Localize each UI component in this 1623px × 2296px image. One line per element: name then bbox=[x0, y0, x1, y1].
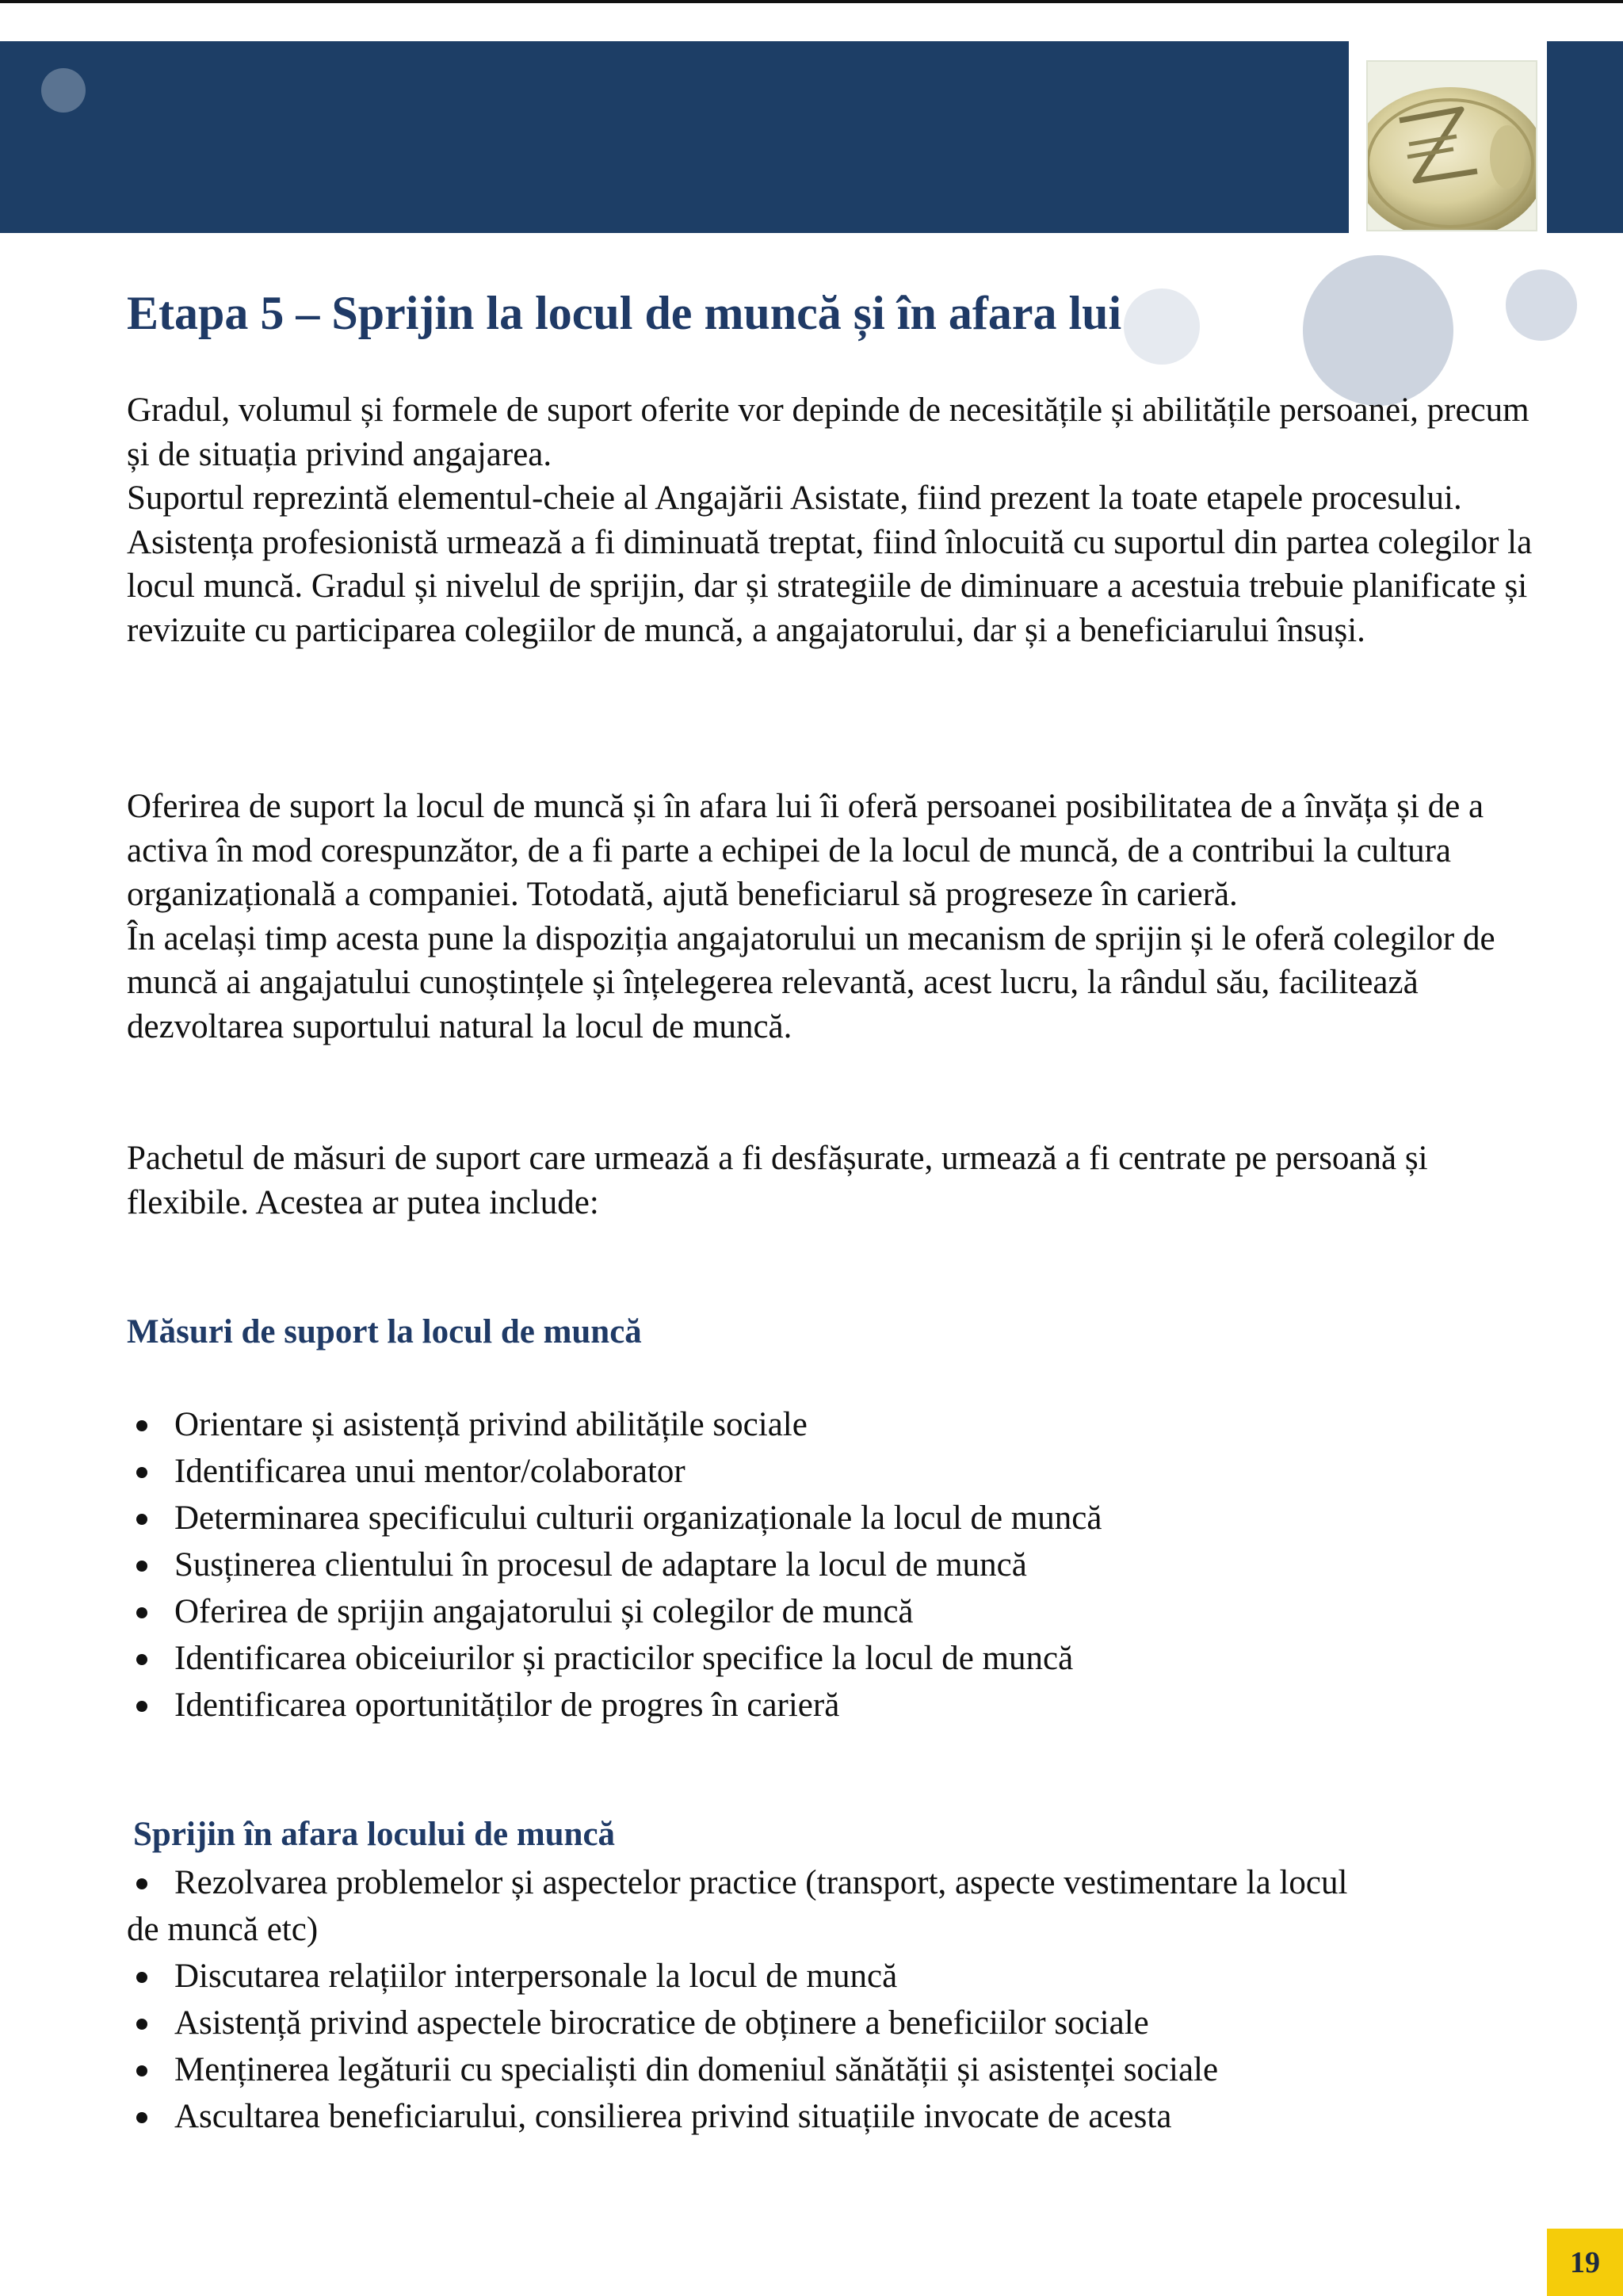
package-paragraph bbox=[127, 1137, 1553, 1224]
page-number: 19 bbox=[1547, 2229, 1623, 2296]
bullet-icon bbox=[136, 2019, 147, 2030]
paragraph: Pachetul de măsuri de suport care urmează a fi desfășurate, urmează a fi centrate pe persoană și flexibile. Acestea ar putea include: bbox=[127, 1140, 1428, 1221]
bullet-icon bbox=[136, 1607, 147, 1618]
outside-support-heading: Sprijin în afara locului de muncă bbox=[133, 1816, 616, 1853]
euro-coin-icon bbox=[1368, 62, 1536, 230]
list-item-text: Asistență privind aspectele birocratice de obținere a beneficiilor sociale bbox=[174, 2004, 1149, 2042]
header-banner-right bbox=[1547, 41, 1623, 233]
intro-paragraphs bbox=[127, 388, 1553, 652]
bullet-icon bbox=[136, 1514, 147, 1525]
euro-coin-photo bbox=[1366, 60, 1537, 231]
paragraph: Asistența profesionistă urmează a fi diminuată treptat, fiind înlocuită cu suportul din partea colegilor la locul muncă. Gradul și nivelul de sprijin, dar și strategiile de diminuare a acestuia trebuie planificate și revizuite cu participarea colegiilor de muncă, a angajatorului, dar și a beneficiarului însuși. bbox=[127, 523, 1533, 649]
list-item-text: Identificarea oportunităților de progres în carieră bbox=[174, 1687, 840, 1724]
list-item bbox=[127, 2000, 1553, 2046]
list-item-text: Menținerea legăturii cu specialiști din domeniul sănătății și asistenței sociale bbox=[174, 2051, 1219, 2088]
paragraph: Oferirea de suport la locul de muncă și în afara lui îi oferă persoanei posibilitatea de a învăța și de a activa în mod corespunzător, de a fi parte a echipei de la locul de muncă, de a contribui la cultura organizațională a companiei. Totodată, ajută beneficiarul să progreseze în carieră. bbox=[127, 788, 1484, 913]
header-banner bbox=[0, 41, 1349, 233]
list-item bbox=[127, 2046, 1553, 2093]
workplace-support-list bbox=[127, 1401, 1102, 1729]
bullet-icon bbox=[136, 2065, 147, 2076]
bullet-icon bbox=[136, 1972, 147, 1983]
list-item bbox=[127, 1495, 1102, 1541]
decorative-circle-small bbox=[1506, 269, 1577, 341]
list-item-text: Discutarea relațiilor interpersonale la locul de muncă bbox=[174, 1958, 898, 1995]
header-dot-decoration bbox=[41, 68, 86, 113]
top-rule bbox=[0, 0, 1623, 3]
list-item bbox=[127, 1635, 1102, 1682]
paragraph: Suportul reprezintă elementul-cheie al Angajării Asistate, fiind prezent la toate etapele procesului. bbox=[127, 479, 1462, 517]
list-item-text: Susținerea clientului în procesul de adaptare la locul de muncă bbox=[174, 1546, 1027, 1584]
list-item-text: Determinarea specificului culturii organizaționale la locul de muncă bbox=[174, 1499, 1102, 1537]
bullet-icon bbox=[136, 1878, 147, 1889]
page-title: Etapa 5 – Sprijin la locul de muncă și în afara lui bbox=[127, 287, 1122, 339]
list-item bbox=[127, 2093, 1553, 2140]
bullet-icon bbox=[136, 2112, 147, 2123]
bullet-icon bbox=[136, 1654, 147, 1665]
bullet-icon bbox=[136, 1701, 147, 1712]
list-item-text-continued: de muncă etc) bbox=[127, 1911, 319, 1948]
list-item bbox=[127, 1448, 1102, 1495]
list-item bbox=[127, 1682, 1102, 1729]
benefit-paragraphs bbox=[127, 785, 1553, 1049]
decorative-circle-large bbox=[1303, 255, 1453, 406]
list-item bbox=[127, 1401, 1102, 1448]
list-item-text: Rezolvarea problemelor și aspectelor practice (transport, aspecte vestimentare la locul bbox=[174, 1864, 1348, 1901]
list-item-text: Ascultarea beneficiarului, consilierea privind situațiile invocate de acesta bbox=[174, 2098, 1172, 2135]
bullet-icon bbox=[136, 1420, 147, 1431]
paragraph: Gradul, volumul și formele de suport oferite vor depinde de necesitățile și abilitățile persoanei, precum și de situația privind angajarea. bbox=[127, 392, 1529, 473]
list-item-text: Oferirea de sprijin angajatorului și colegilor de muncă bbox=[174, 1593, 914, 1630]
list-item bbox=[127, 1953, 1553, 2000]
bullet-icon bbox=[136, 1467, 147, 1478]
list-item bbox=[127, 1588, 1102, 1635]
bullet-icon bbox=[136, 1561, 147, 1572]
decorative-circle-faint bbox=[1124, 288, 1200, 365]
list-item-text: Orientare și asistență privind abilitățile sociale bbox=[174, 1406, 808, 1443]
outside-support-list bbox=[127, 1859, 1553, 2140]
list-item bbox=[127, 1859, 1553, 1953]
list-item-text: Identificarea obiceiurilor și practicilor specifice la locul de muncă bbox=[174, 1640, 1074, 1677]
list-item-text: Identificarea unui mentor/colaborator bbox=[174, 1453, 685, 1490]
paragraph: În același timp acesta pune la dispoziția angajatorului un mecanism de sprijin și le oferă colegilor de muncă ai angajatului cunoștințele și înțelegerea relevantă, acest lucru, la rândul său, facilitează dezvoltarea suportului natural la locul de muncă. bbox=[127, 919, 1495, 1045]
list-item bbox=[127, 1541, 1102, 1588]
workplace-support-heading: Măsuri de suport la locul de muncă bbox=[127, 1313, 642, 1350]
